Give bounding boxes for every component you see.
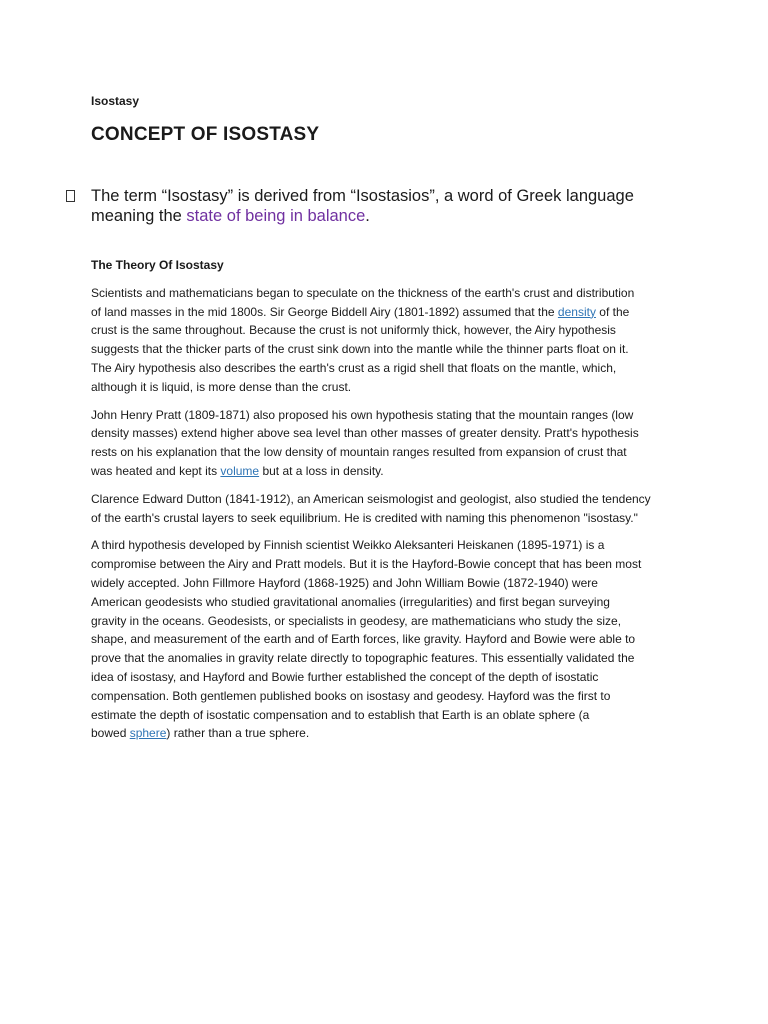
paragraph-line: The Airy hypothesis also describes the earth's crust as a rigid shell that floats on the mantle, which, [91, 360, 617, 375]
highlight-phrase: state of being in balance [186, 207, 366, 225]
definition-bullet [66, 186, 706, 226]
page-title: CONCEPT OF ISOSTASY [91, 124, 320, 145]
line-segment: ) rather than a true sphere. [166, 726, 310, 741]
bullet-line-2 [66, 206, 706, 226]
line-segment: bowed [91, 726, 130, 741]
paragraph-line [91, 462, 691, 481]
paragraph-line: Scientists and mathematicians began to speculate on the thickness of the earth's crust and distribution [91, 285, 635, 300]
paragraph-line: Clarence Edward Dutton (1841-1912), an American seismologist and geologist, also studied the tendency [91, 491, 651, 506]
volume-link[interactable]: volume [220, 463, 260, 478]
section-subtitle: The Theory Of Isostasy [91, 258, 224, 272]
paragraph-line: compromise between the Airy and Pratt models. But it is the Hayford-Bowie concept that has been most [91, 557, 642, 572]
square-bullet-icon [66, 190, 75, 202]
sphere-link[interactable]: sphere [129, 726, 167, 741]
line-segment: but at a loss in density. [259, 463, 384, 478]
document-body [91, 256, 691, 752]
paragraph-line: American geodesists who studied gravitational anomalies (irregularities) and first began surveying [91, 594, 610, 609]
line-segment: of the [595, 304, 630, 319]
paragraph-line: widely accepted. John Fillmore Hayford (1868-1925) and John William Bowie (1872-1940) were [91, 575, 598, 590]
paragraph-line: idea of isostasy, and Hayford and Bowie further established the concept of the depth of isostatic [91, 669, 599, 684]
paragraph-line: A third hypothesis developed by Finnish scientist Weikko Aleksanteri Heiskanen (1895-1971) is a [91, 538, 605, 553]
bullet-line-1: The term “Isostasy” is derived from “Isostasios”, a word of Greek language [91, 187, 634, 205]
paragraph-line: estimate the depth of isostatic compensation and to establish that Earth is an oblate sphere (a [91, 707, 590, 722]
density-link[interactable]: density [557, 304, 596, 319]
line-segment: of land masses in the mid 1800s. Sir George Biddell Airy (1801-1892) assumed that the [91, 304, 558, 319]
paragraph-dutton [91, 490, 691, 528]
bullet-line-2-pre: meaning the [91, 207, 187, 225]
paragraph-hayford-bowie [91, 536, 691, 743]
paragraph-line: shape, and measurement of the earth and of Earth forces, like gravity. Hayford and Bowie were able to [91, 632, 636, 647]
paragraph-line [91, 724, 691, 743]
bullet-line-2-post: . [365, 207, 370, 225]
paragraph-line: density masses) extend higher above sea level than other masses of greater density. Pratt's hypothesis [91, 426, 639, 441]
paragraph-line: prove that the anomalies in gravity relate directly to topographic features. This essentially validated the [91, 651, 635, 666]
paragraph-line: compensation. Both gentlemen published books on isostasy and geodesy. Hayford was the first to [91, 688, 611, 703]
paragraph-line [91, 303, 691, 322]
line-segment: was heated and kept its [91, 463, 221, 478]
paragraph-airy [91, 284, 691, 397]
paragraph-line: although it is liquid, is more dense than the crust. [91, 379, 352, 394]
paragraph-line: gravity in the oceans. Geodesists, or specialists in geodesy, are mathematicians who study the size, [91, 613, 622, 628]
document-label: Isostasy [91, 94, 140, 108]
paragraph-line: rests on his explanation that the low density of mountain ranges resulted from expansion of crust that [91, 445, 627, 460]
paragraph-line: of the earth's crustal layers to seek equilibrium. He is credited with naming this phenomenon "isostasy." [91, 510, 638, 525]
paragraph-line: suggests that the thicker parts of the crust sink down into the mantle while the thinner parts float on it. [91, 342, 629, 357]
paragraph-line: crust is the same throughout. Because the crust is not uniformly thick, however, the Airy hypothesis [91, 323, 616, 338]
paragraph-line: John Henry Pratt (1809-1871) also proposed his own hypothesis stating that the mountain ranges (low [91, 407, 634, 422]
paragraph-pratt [91, 406, 691, 481]
